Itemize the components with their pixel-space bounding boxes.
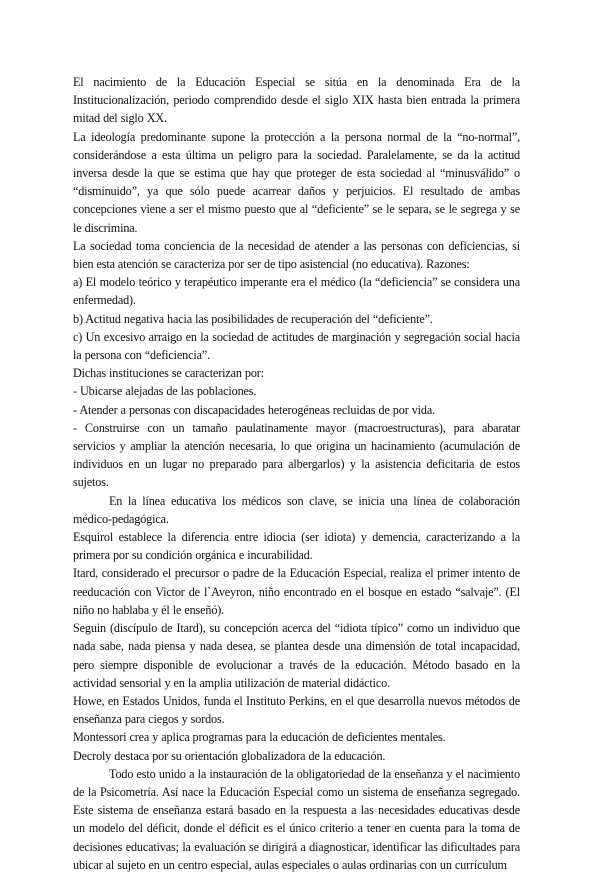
paragraph-ideology: La ideología predominante supone la protección a la persona normal de la “no-normal”, considerándose a esta última un peligro para la sociedad. Paralelamente, se da la actitud inversa desde la que se estima que hay que proteger de esta sociedad al “minusválido” o “disminuido”, ya que sólo puede acarrear daños y perjuicios. El resultado de ambas concepciones viene a ser el mismo puesto que al “deficiente” se le separa, se le segrega y se le discrimina. bbox=[73, 129, 520, 235]
paragraph-seguin: Seguin (discípulo de Itard), su concepción acerca del “idiota típico” como un individuo que nada sabe, nada piensa y nada desea, se plantea desde una dimensión de total incapacidad, pero siempre disponible de evolucionar a través de la educación. Método basado en la actividad sensorial y en la amplia utilización de material didáctico. bbox=[73, 621, 520, 690]
paragraph-montessori: Montessori crea y aplica programas para la educación de deficientes mentales. bbox=[73, 730, 446, 745]
paragraph-institutions: Dichas instituciones se caracterizan por: bbox=[73, 366, 264, 381]
list-item-location: - Ubicarse alejadas de las poblaciones. bbox=[73, 384, 257, 399]
paragraph-howe: Howe, en Estados Unidos, funda el Instituto Perkins, en el que desarrolla nuevos métodos de enseñanza para ciegos y sordos. bbox=[73, 693, 520, 727]
paragraph-esquirol: Esquirol establece la diferencia entre idiocia (ser idiota) y demencia, caracterizando a la primera por su condición orgánica e incurabilidad. bbox=[73, 530, 520, 563]
reason-c: c) Un excesivo arraigo en la sociedad de actitudes de marginación y segregación social hacia la persona con “deficiencia”. bbox=[73, 329, 520, 363]
reason-a: a) El modelo teórico y terapéutico imperante era el médico (la “deficiencia” se considera una enfermedad). bbox=[73, 275, 520, 308]
paragraph-decroly: Decroly destaca por su orientación globalizadora de la educación. bbox=[73, 748, 386, 763]
paragraph-educational-line: En la línea educativa los médicos son clave, se inicia una línea de colaboración médico-pedagógica. bbox=[73, 493, 520, 526]
list-item-attention: - Atender a personas con discapacidades heterogéneas recluidas de por vida. bbox=[73, 402, 435, 417]
list-item-construction: - Construirse con un tamaño paulatinamente mayor (macroestructuras), para abaratar servicios y ampliar la atención necesaria, lo que origina un hacinamiento (acumulación de individuos en un lugar no preparado para albergarlos) y la asistencia deficitaria de estos sujetos. bbox=[73, 420, 520, 490]
paragraph-society: La sociedad toma conciencia de la necesidad de atender a las personas con deficiencias, si bien esta atención se caracteriza por ser de tipo asistencial (no educativa). Razones: bbox=[73, 238, 520, 272]
paragraph-intro: El nacimiento de la Educación Especial se sitúa en la denominada Era de la Institucionalización, periodo comprendido desde el siglo XIX hasta bien entrada la primera mitad del siglo XX. bbox=[73, 75, 520, 126]
paragraph-special-education-system: Todo esto unido a la instauración de la obligatoriedad de la enseñanza y el nacimiento de la Psicometría. Así nace la Educación Especial como un sistema de enseñanza segregado. Este sistema de enseñanza estará basado en la respuesta a las necesidades educativas desde un modelo del déficit, donde el déficit es el único criterio a tener en cuenta para la toma de decisiones educativas; la evaluación se dirigirá a diagnosticar, identificar las dificultades para ubicar al sujeto en un centro especial, aulas especiales o aulas ordinarias con un currículum bbox=[73, 766, 520, 872]
reason-b: b) Actitud negativa hacia las posibilidades de recuperación del “deficiente”. bbox=[73, 311, 433, 326]
paragraph-itard: Itard, considerado el precursor o padre de la Educación Especial, realiza el primer intento de reeducación con Victor de l`Aveyron, niño encontrado en el bosque en estado “salvaje”. (El niño no hablaba y él le enseñó). bbox=[73, 566, 520, 617]
